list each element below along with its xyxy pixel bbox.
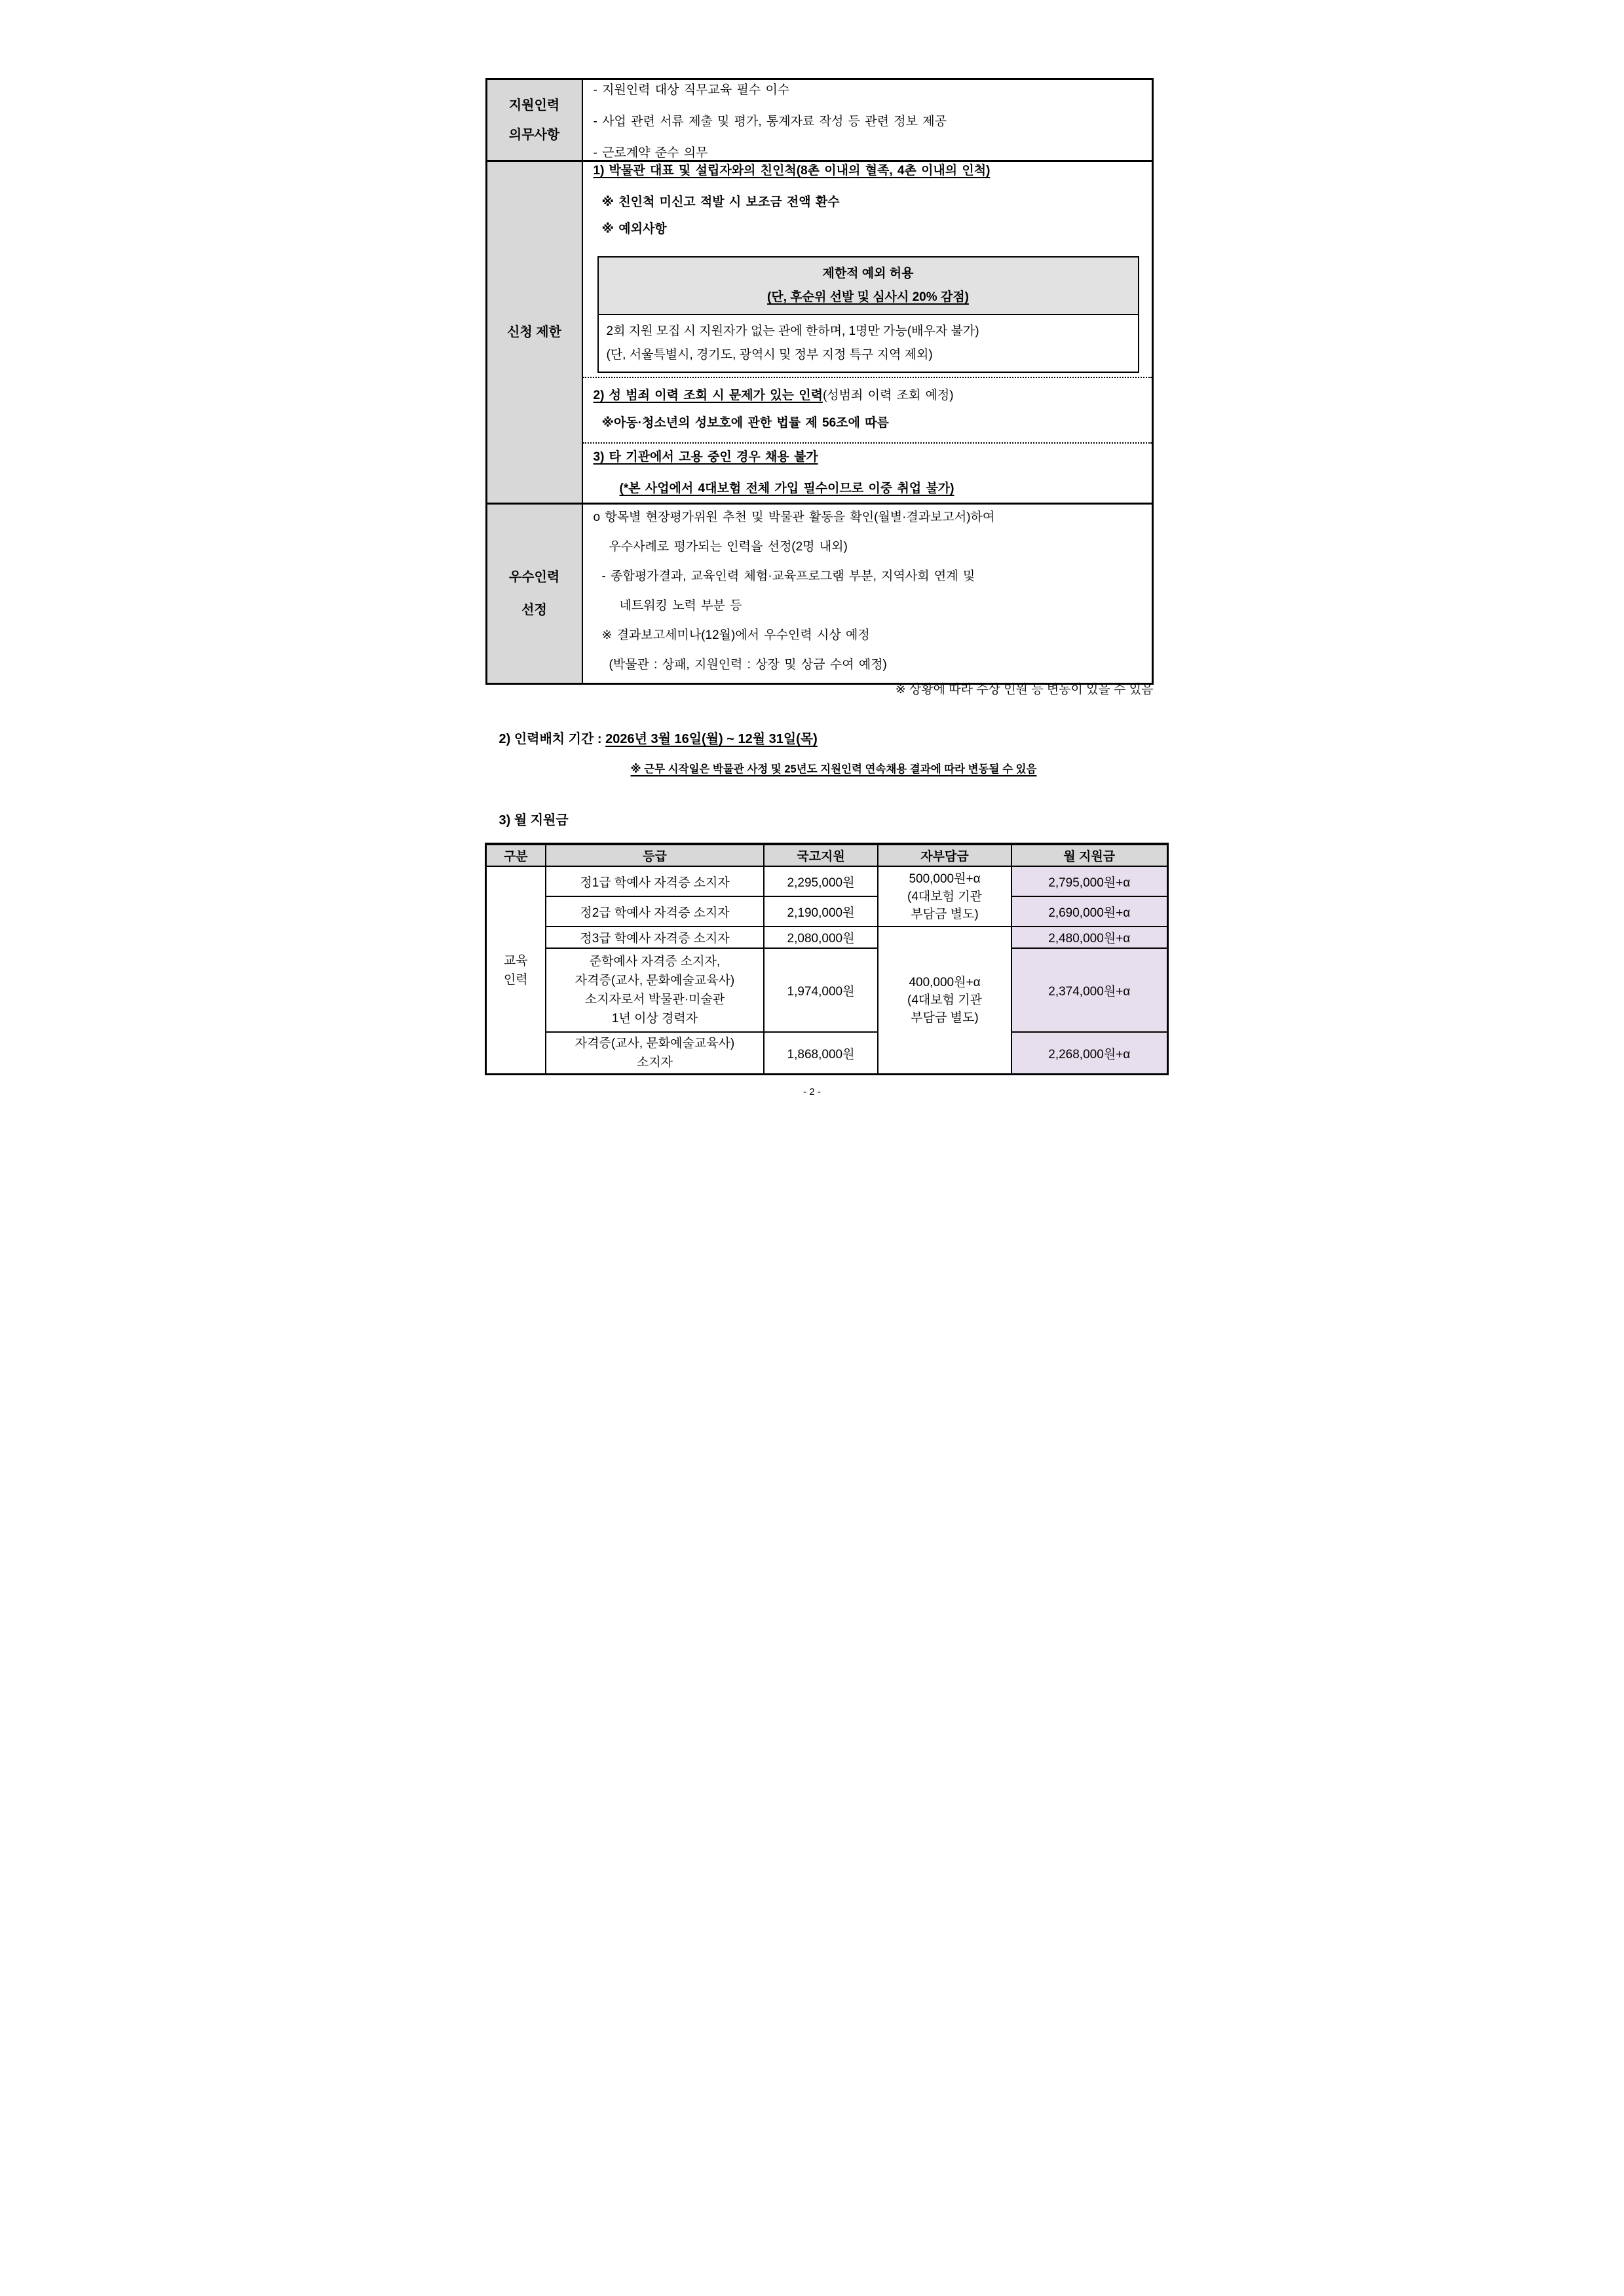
document-page [406, 0, 1218, 1148]
cell-national: 1,974,000원 [764, 948, 878, 1032]
table2-row [485, 927, 1167, 948]
obligation-item: - 지원인력 대상 직무교육 필수 이수 [593, 83, 790, 97]
excellent-staff-item: - 종합평가결과, 교육인력 체험·교육프로그램 부분, 지역사회 연계 및 [601, 569, 975, 583]
exception-box-header [599, 258, 1138, 315]
cell-monthly: 2,268,000원+α [1011, 1032, 1167, 1075]
table-row-obligations [487, 80, 1152, 160]
restriction-1-note: ※ 예외사항 [601, 222, 667, 236]
placement-period-prefix: 2) 인력배치 기간 : [499, 732, 606, 746]
obligation-item: - 근로계약 준수 의무 [593, 146, 708, 160]
exception-box-body [599, 315, 1138, 372]
dotted-divider [583, 377, 1152, 378]
cell-national: 2,190,000원 [764, 896, 878, 927]
section-heading-monthly-support: 3) 월 지원금 [499, 813, 569, 828]
cell-self-pay-b [878, 927, 1011, 1075]
header-national-subsidy: 국고지원 [764, 844, 878, 866]
excellent-staff-content [583, 505, 1152, 683]
exception-body-line: (단, 서울특별시, 경기도, 광역시 및 정부 지정 특구 지역 제외) [606, 348, 933, 362]
header-monthly-support: 월 지원금 [1011, 844, 1167, 866]
table-row-excellent-staff [487, 503, 1152, 683]
excellent-staff-item: 우수사례로 평가되는 인력을 선정(2명 내외) [609, 540, 848, 554]
cell-monthly: 2,690,000원+α [1011, 896, 1167, 927]
placement-period-dates: 2026년 3월 16일(월) ~ 12월 31일(목) [605, 732, 818, 746]
cell-grade: 정1급 학예사 자격증 소지자 [546, 866, 764, 896]
table2-row [485, 866, 1167, 896]
header-category: 구분 [485, 844, 546, 866]
self-pay-line: (4대보험 기관 [907, 993, 982, 1007]
grade-line: 1년 이상 경력자 [611, 1012, 698, 1025]
self-pay-line: 부담금 별도) [911, 907, 979, 921]
row-label-excellent-staff [487, 505, 583, 683]
exception-header-line: 제한적 예외 허용 [822, 267, 914, 280]
grade-line: 소지자로서 박물관·미술관 [584, 993, 725, 1006]
cell-category [485, 866, 546, 1075]
table1-footnote: ※ 상황에 따라 수상 인원 등 변동이 있을 수 있음 [895, 683, 1154, 697]
restriction-3-subtitle: (*본 사업에서 4대보험 전체 가입 필수이므로 이중 취업 불가) [619, 482, 954, 495]
restriction-2-note: ※아동·청소년의 성보호에 관한 법률 제 56조에 따름 [601, 416, 889, 430]
table2-header-row [485, 844, 1167, 866]
category-line: 교육 [503, 953, 528, 968]
cell-national: 2,295,000원 [764, 866, 878, 896]
category-line: 인력 [503, 972, 528, 987]
restriction-2-title [583, 388, 1152, 404]
table2-row [485, 948, 1167, 1032]
row-label-line: 지원인력 [508, 98, 560, 113]
restriction-2-title-suffix: (성범죄 이력 조회 예정) [822, 389, 954, 402]
cell-self-pay-a [878, 866, 1011, 927]
restriction-1-note: ※ 친인척 미신고 적발 시 보조금 전액 환수 [601, 195, 840, 209]
page-number: - 2 - [803, 1086, 821, 1098]
restriction-3-title: 3) 타 기관에서 고용 중인 경우 채용 불가 [593, 450, 818, 464]
row-label-line: 선정 [521, 603, 547, 617]
self-pay-line: 500,000원+α [909, 871, 981, 886]
excellent-staff-item: o 항목별 현장평가위원 추천 및 박물관 활동을 확인(월별·결과보고서)하여 [593, 510, 995, 524]
support-staff-rules-table [485, 78, 1154, 685]
cell-grade [546, 1032, 764, 1075]
self-pay-line: 400,000원+α [909, 976, 981, 989]
cell-national: 2,080,000원 [764, 927, 878, 948]
excellent-staff-item: (박물관 : 상패, 지원인력 : 상장 및 상금 수여 예정) [609, 658, 887, 672]
exception-body-line: 2회 지원 모집 시 지원자가 없는 관에 한하며, 1명만 가능(배우자 불가) [606, 324, 979, 338]
grade-line: 준학예사 자격증 소지자, [589, 955, 721, 968]
excellent-staff-item: ※ 결과보고세미나(12월)에서 우수인력 시상 예정 [601, 628, 870, 642]
exception-header-line: (단, 후순위 선발 및 심사시 20% 감점) [767, 290, 969, 304]
header-self-pay: 자부담금 [878, 844, 1011, 866]
restriction-2-title-main: 2) 성 범죄 이력 조회 시 문제가 있는 인력 [593, 389, 823, 402]
placement-period-note: ※ 근무 시작일은 박물관 사정 및 25년도 지원인력 연속채용 결과에 따라 변동될 수 있음 [630, 763, 1037, 775]
header-grade: 등급 [546, 844, 764, 866]
restriction-1-title: 1) 박물관 대표 및 설립자와의 친인척(8촌 이내의 혈족, 4촌 이내의 인척) [593, 164, 991, 178]
cell-monthly: 2,480,000원+α [1011, 927, 1167, 948]
excellent-staff-item: 네트워킹 노력 부분 등 [619, 599, 742, 613]
row-label-line: 의무사항 [508, 127, 560, 142]
grade-line: 자격증(교사, 문화예술교육사) [575, 974, 735, 987]
monthly-support-table [485, 843, 1169, 1075]
table2-row [485, 1032, 1167, 1075]
cell-grade: 정2급 학예사 자격증 소지자 [546, 896, 764, 927]
exception-box [597, 256, 1139, 373]
dotted-divider [583, 442, 1152, 444]
cell-grade: 정3급 학예사 자격증 소지자 [546, 927, 764, 948]
obligations-content [583, 80, 1152, 160]
grade-line: 자격증(교사, 문화예술교육사) [575, 1037, 735, 1050]
row-label-restrictions [487, 162, 583, 503]
table-row-restrictions [487, 160, 1152, 503]
cell-national: 1,868,000원 [764, 1032, 878, 1075]
cell-monthly: 2,795,000원+α [1011, 866, 1167, 896]
row-label-obligations [487, 80, 583, 160]
table2-row [485, 896, 1167, 927]
grade-line: 소지자 [636, 1056, 673, 1069]
cell-monthly: 2,374,000원+α [1011, 948, 1167, 1032]
restrictions-content [583, 162, 1152, 503]
obligation-item: - 사업 관련 서류 제출 및 평가, 통계자료 작성 등 관련 정보 제공 [593, 115, 947, 128]
self-pay-line: (4대보험 기관 [907, 889, 982, 904]
row-label-line: 우수인력 [508, 570, 560, 584]
self-pay-line: 부담금 별도) [911, 1011, 979, 1025]
row-label-line: 신청 제한 [507, 325, 561, 339]
cell-grade [546, 948, 764, 1032]
section-heading-placement-period [499, 731, 818, 748]
